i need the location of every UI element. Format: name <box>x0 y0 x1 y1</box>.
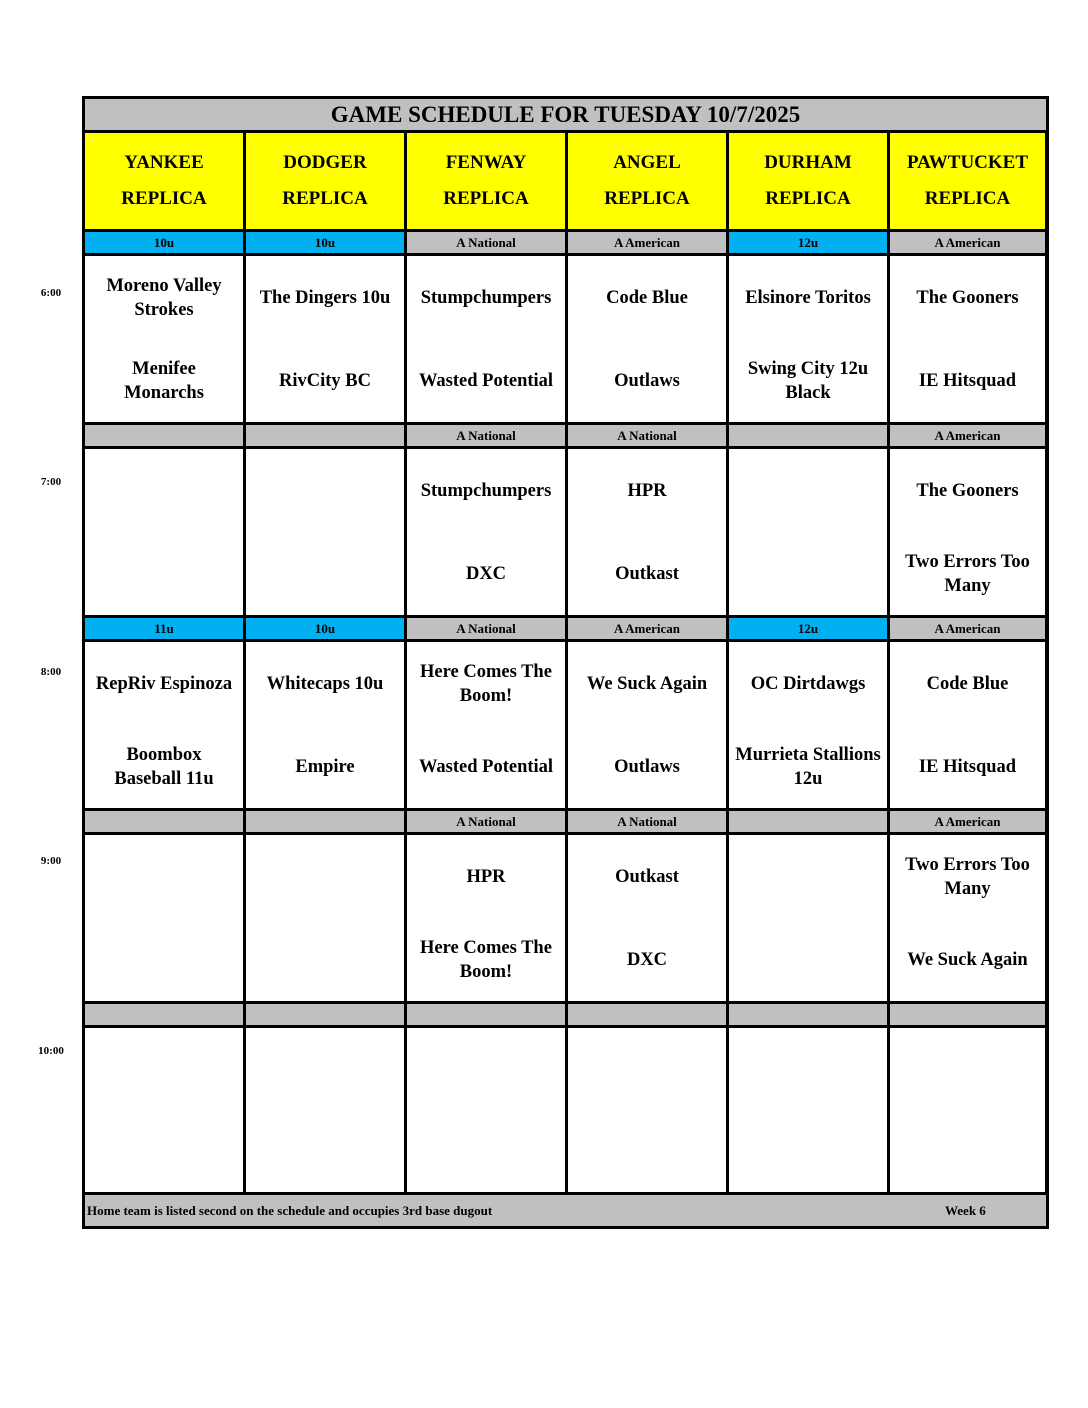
time-label: 6:00 <box>40 287 62 299</box>
away-team <box>158 449 170 532</box>
division-label <box>729 811 890 832</box>
game-cell <box>729 1028 890 1192</box>
away-team <box>319 835 331 918</box>
away-team <box>480 1028 492 1110</box>
home-team: Boombox Baseball 11u <box>114 744 214 789</box>
game-cell <box>729 449 890 615</box>
game-cell <box>85 1028 246 1192</box>
home-team <box>319 1110 331 1192</box>
game-cell <box>890 256 1045 422</box>
field-header <box>85 133 246 229</box>
game-cell <box>85 835 246 1001</box>
game-cell <box>246 1028 407 1192</box>
field-header-row <box>85 133 1046 232</box>
division-label: 12u <box>729 618 890 639</box>
home-team <box>480 1110 492 1192</box>
footer-note: Home team is listed second on the schedule and occupies 3rd base dugout <box>87 1203 493 1218</box>
field-header <box>407 133 568 229</box>
home-team: DXC <box>465 563 507 584</box>
division-label: A American <box>568 618 729 639</box>
away-team: Stumpchumpers <box>420 287 552 308</box>
field-sub: REPLICA <box>443 188 529 209</box>
time-label: 7:00 <box>40 476 62 488</box>
field-name: PAWTUCKET <box>906 152 1029 173</box>
field-sub: REPLICA <box>121 188 207 209</box>
game-cell <box>85 449 246 615</box>
field-header <box>729 133 890 229</box>
away-team: Here Comes The Boom! <box>420 661 552 706</box>
division-row <box>85 1004 1046 1028</box>
division-label: 10u <box>246 232 407 253</box>
field-sub: REPLICA <box>604 188 690 209</box>
division-label: 12u <box>729 232 890 253</box>
field-sub: REPLICA <box>282 188 368 209</box>
division-label <box>568 1004 729 1025</box>
division-label: A American <box>890 232 1045 253</box>
home-team <box>802 1110 814 1192</box>
game-cell <box>407 642 568 808</box>
game-row <box>85 449 1046 618</box>
away-team <box>802 835 814 918</box>
game-cell <box>407 256 568 422</box>
game-cell <box>407 449 568 615</box>
field-name: YANKEE <box>124 152 204 173</box>
away-team <box>802 1028 814 1110</box>
game-cell <box>890 642 1045 808</box>
home-team <box>962 1110 974 1192</box>
division-label <box>85 425 246 446</box>
home-team: IE Hitsquad <box>918 370 1017 391</box>
division-row <box>85 811 1046 835</box>
schedule-title: GAME SCHEDULE FOR TUESDAY 10/7/2025 <box>85 99 1046 133</box>
time-label: 8:00 <box>40 666 62 678</box>
game-cell <box>890 835 1045 1001</box>
division-label: 10u <box>85 232 246 253</box>
home-team: Outkast <box>615 563 679 584</box>
division-label: A National <box>568 425 729 446</box>
field-sub: REPLICA <box>765 188 851 209</box>
home-team: Outlaws <box>614 370 680 391</box>
home-team: Wasted Potential <box>418 756 554 777</box>
field-name: FENWAY <box>445 152 527 173</box>
division-label: A National <box>407 811 568 832</box>
home-team: Empire <box>295 756 355 777</box>
away-team: HPR <box>466 866 506 887</box>
away-team: Elsinore Toritos <box>745 287 871 308</box>
time-label: 9:00 <box>40 855 62 867</box>
home-team: Swing City 12u Black <box>747 358 869 403</box>
home-team: RivCity BC <box>279 370 371 391</box>
game-cell <box>729 835 890 1001</box>
away-team: Whitecaps 10u <box>266 673 384 694</box>
division-row <box>85 232 1046 256</box>
schedule-footer <box>85 1195 1046 1226</box>
division-row <box>85 425 1046 449</box>
away-team <box>319 449 331 532</box>
field-header <box>890 133 1045 229</box>
division-label <box>729 425 890 446</box>
away-team: Moreno Valley Strokes <box>106 275 222 320</box>
home-team <box>319 918 331 1001</box>
field-header <box>246 133 407 229</box>
away-team: Stumpchumpers <box>420 480 552 501</box>
home-team: We Suck Again <box>907 949 1028 970</box>
game-row <box>85 642 1046 811</box>
away-team <box>158 835 170 918</box>
division-row <box>85 618 1046 642</box>
game-cell <box>568 449 729 615</box>
game-cell <box>568 256 729 422</box>
away-team <box>319 1028 331 1110</box>
away-team: HPR <box>627 480 667 501</box>
schedule-table <box>82 96 1049 1229</box>
game-row <box>85 835 1046 1004</box>
game-cell <box>890 449 1045 615</box>
home-team: Wasted Potential <box>418 370 554 391</box>
game-cell <box>890 1028 1045 1192</box>
home-team <box>802 532 814 615</box>
division-label: A National <box>568 811 729 832</box>
away-team: The Gooners <box>916 480 1019 501</box>
away-team: The Dingers 10u <box>259 287 391 308</box>
division-label: A National <box>407 425 568 446</box>
division-label: 10u <box>246 618 407 639</box>
division-label <box>890 1004 1045 1025</box>
division-label <box>246 425 407 446</box>
field-sub: REPLICA <box>924 188 1011 209</box>
field-name: ANGEL <box>613 152 681 173</box>
division-label: A National <box>407 618 568 639</box>
away-team: We Suck Again <box>586 673 708 694</box>
division-label <box>246 811 407 832</box>
game-cell <box>568 642 729 808</box>
division-label: A American <box>568 232 729 253</box>
field-name: DURHAM <box>764 152 852 173</box>
away-team: Outkast <box>615 866 679 887</box>
game-cell <box>568 835 729 1001</box>
division-label: A American <box>890 618 1045 639</box>
home-team: Murrieta Stallions 12u <box>735 744 881 789</box>
game-cell <box>407 835 568 1001</box>
game-row <box>85 256 1046 425</box>
home-team: Menifee Monarchs <box>124 358 204 403</box>
field-header <box>568 133 729 229</box>
home-team <box>641 1110 653 1192</box>
week-label: Week 6 <box>945 1203 986 1218</box>
division-label <box>85 811 246 832</box>
game-cell <box>85 256 246 422</box>
division-label <box>85 1004 246 1025</box>
home-team <box>158 918 170 1001</box>
home-team: Here Comes The Boom! <box>420 937 552 982</box>
field-name: DODGER <box>283 152 367 173</box>
division-label: A American <box>890 811 1045 832</box>
home-team: Two Errors Too Many <box>905 551 1030 596</box>
game-cell <box>568 1028 729 1192</box>
division-label <box>729 1004 890 1025</box>
away-team: Code Blue <box>606 287 688 308</box>
division-label: A American <box>890 425 1045 446</box>
away-team <box>802 449 814 532</box>
game-cell <box>246 642 407 808</box>
away-team: The Gooners <box>916 287 1019 308</box>
game-cell <box>246 256 407 422</box>
away-team: Two Errors Too Many <box>905 854 1030 899</box>
home-team <box>319 532 331 615</box>
time-label: 10:00 <box>38 1045 64 1057</box>
division-label <box>246 1004 407 1025</box>
home-team: Outlaws <box>614 756 680 777</box>
away-team: Code Blue <box>926 673 1009 694</box>
away-team <box>962 1028 974 1110</box>
away-team: RepRiv Espinoza <box>95 673 233 694</box>
game-cell <box>407 1028 568 1192</box>
home-team: IE Hitsquad <box>918 756 1017 777</box>
game-cell <box>729 256 890 422</box>
game-cell <box>246 449 407 615</box>
game-cell <box>85 642 246 808</box>
away-team <box>641 1028 653 1110</box>
division-label <box>407 1004 568 1025</box>
home-team <box>158 532 170 615</box>
game-cell <box>246 835 407 1001</box>
home-team <box>158 1110 170 1192</box>
game-cell <box>729 642 890 808</box>
away-team: OC Dirtdawgs <box>750 673 866 694</box>
away-team <box>158 1028 170 1110</box>
home-team: DXC <box>626 949 668 970</box>
game-row <box>85 1028 1046 1195</box>
division-label: A National <box>407 232 568 253</box>
division-label: 11u <box>85 618 246 639</box>
home-team <box>802 918 814 1001</box>
